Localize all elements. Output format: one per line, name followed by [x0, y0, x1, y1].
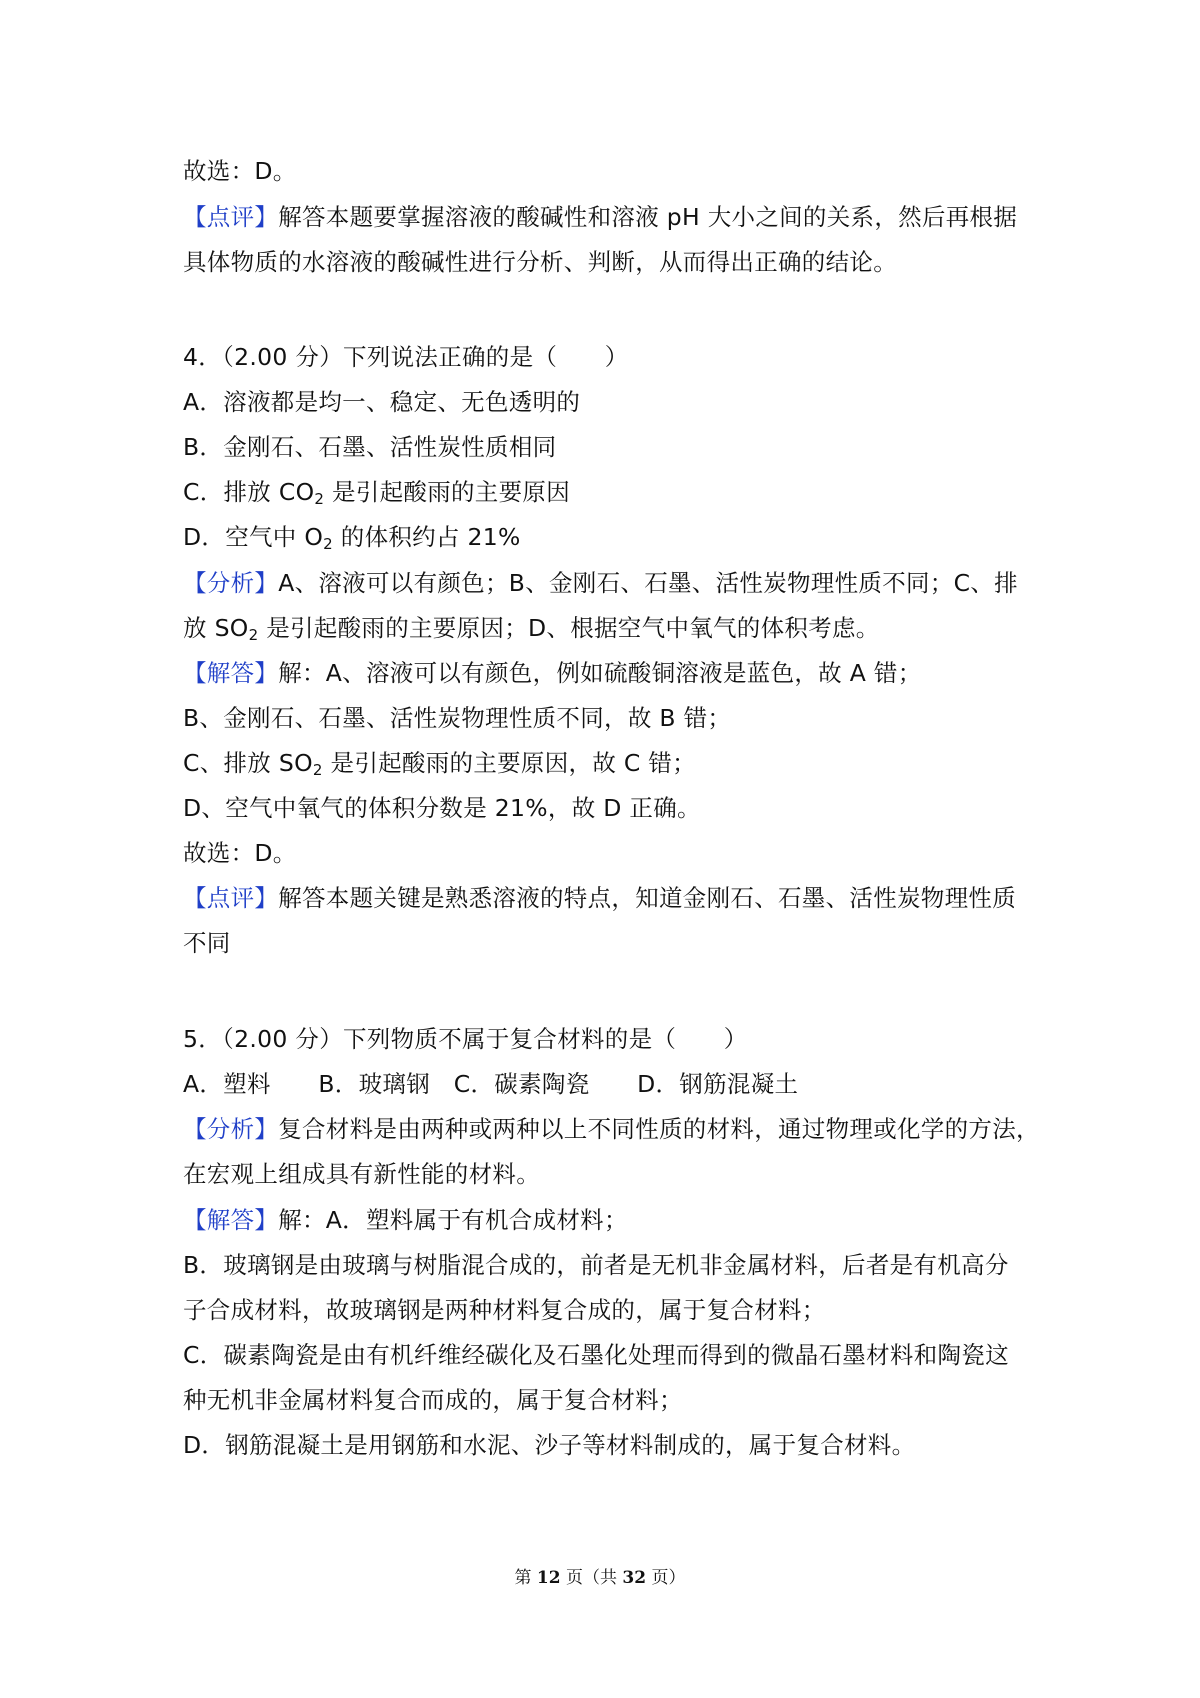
analysis-tag: 【分析】 — [183, 569, 279, 597]
subscript: 2 — [314, 490, 325, 508]
q5-answer-line-4: C．碳素陶瓷是由有机纤维经碳化及石墨化处理而得到的微晶石墨材料和陶瓷这 — [183, 1341, 1009, 1369]
q5-answer-line-6: D．钢筋混凝土是用钢筋和水泥、沙子等材料制成的，属于复合材料。 — [183, 1431, 916, 1459]
prev-review-line-2: 具体物质的水溶液的酸碱性进行分析、判断，从而得出正确的结论。 — [183, 248, 897, 276]
analysis-tag: 【分析】 — [183, 1115, 279, 1143]
q4-choice: 故选：D。 — [183, 839, 297, 867]
review-text: 解答本题要掌握溶液的酸碱性和溶液 pH 大小之间的关系，然后再根据 — [278, 203, 1018, 231]
q4-analysis-line-1 — [183, 566, 1033, 600]
q4-option-c — [183, 475, 1033, 509]
review-tag: 【点评】 — [183, 203, 279, 231]
q5-answer-line-5: 种无机非金属材料复合而成的，属于复合材料； — [183, 1386, 683, 1414]
subscript: 2 — [248, 626, 259, 644]
review-text: 解答本题关键是熟悉溶液的特点，知道金刚石、石墨、活性炭物理性质 — [278, 884, 1017, 912]
q5-analysis-line-2: 在宏观上组成具有新性能的材料。 — [183, 1160, 540, 1188]
answer-tag: 【解答】 — [183, 659, 279, 687]
answer-text-end: 是引起酸雨的主要原因，故 C 错； — [322, 749, 696, 777]
review-tag: 【点评】 — [183, 884, 279, 912]
analysis-text: 复合材料是由两种或两种以上不同性质的材料，通过物理或化学的方法， — [278, 1115, 1040, 1143]
prev-choice: 故选：D。 — [183, 157, 297, 185]
option-c-text-end: 是引起酸雨的主要原因 — [324, 478, 571, 506]
q4-answer-line-2: B、金刚石、石墨、活性炭物理性质不同，故 B 错； — [183, 704, 732, 732]
analysis-text: 放 SO — [183, 614, 249, 642]
q4-option-a: A．溶液都是均一、稳定、无色透明的 — [183, 388, 581, 416]
analysis-text-end: 是引起酸雨的主要原因；D、根据空气中氧气的体积考虑。 — [258, 614, 880, 642]
option-c-text: C．排放 CO — [183, 478, 315, 506]
answer-text: 解：A．塑料属于有机合成材料； — [278, 1206, 628, 1234]
q4-review-line-1 — [183, 881, 1033, 915]
q4-answer-line-4: D、空气中氧气的体积分数是 21%，故 D 正确。 — [183, 794, 701, 822]
q5-analysis-line-1 — [183, 1112, 1040, 1146]
q4-analysis-line-2 — [183, 611, 1033, 645]
total-pages: 32 — [622, 1568, 647, 1588]
q4-review-line-2: 不同 — [183, 929, 231, 957]
q4-stem: 4．（2.00 分）下列说法正确的是（ ） — [183, 343, 629, 371]
footer-text: 页） — [646, 1568, 686, 1588]
page-number: 12 — [536, 1568, 561, 1588]
answer-text: 解：A、溶液可以有颜色，例如硫酸铜溶液是蓝色，故 A 错； — [278, 659, 922, 687]
q5-answer-line-1 — [183, 1203, 1033, 1237]
option-d-text: D．空气中 O — [183, 523, 324, 551]
analysis-text: A、溶液可以有颜色；B、金刚石、石墨、活性炭物理性质不同；C、排 — [278, 569, 1018, 597]
q4-option-d — [183, 520, 1033, 554]
prev-review-line-1 — [183, 200, 1033, 234]
footer-text: 页（共 — [560, 1568, 623, 1588]
q4-option-b: B．金刚石、石墨、活性炭性质相同 — [183, 433, 557, 461]
q5-stem: 5．（2.00 分）下列物质不属于复合材料的是（ ） — [183, 1025, 748, 1053]
q4-answer-line-1 — [183, 656, 1033, 690]
answer-text: C、排放 SO — [183, 749, 313, 777]
footer-text: 第 — [514, 1568, 537, 1588]
q5-options: A．塑料 B．玻璃钢 C．碳素陶瓷 D．钢筋混凝土 — [183, 1070, 799, 1098]
subscript: 2 — [323, 535, 334, 553]
subscript: 2 — [312, 761, 323, 779]
q4-answer-line-3 — [183, 746, 1033, 780]
q5-answer-line-3: 子合成材料，故玻璃钢是两种材料复合成的，属于复合材料； — [183, 1296, 826, 1324]
q5-answer-line-2: B．玻璃钢是由玻璃与树脂混合成的，前者是无机非金属材料，后者是有机高分 — [183, 1251, 1009, 1279]
answer-tag: 【解答】 — [183, 1206, 279, 1234]
page-footer — [0, 1563, 1200, 1588]
option-d-text-end: 的体积约占 21% — [333, 523, 521, 551]
